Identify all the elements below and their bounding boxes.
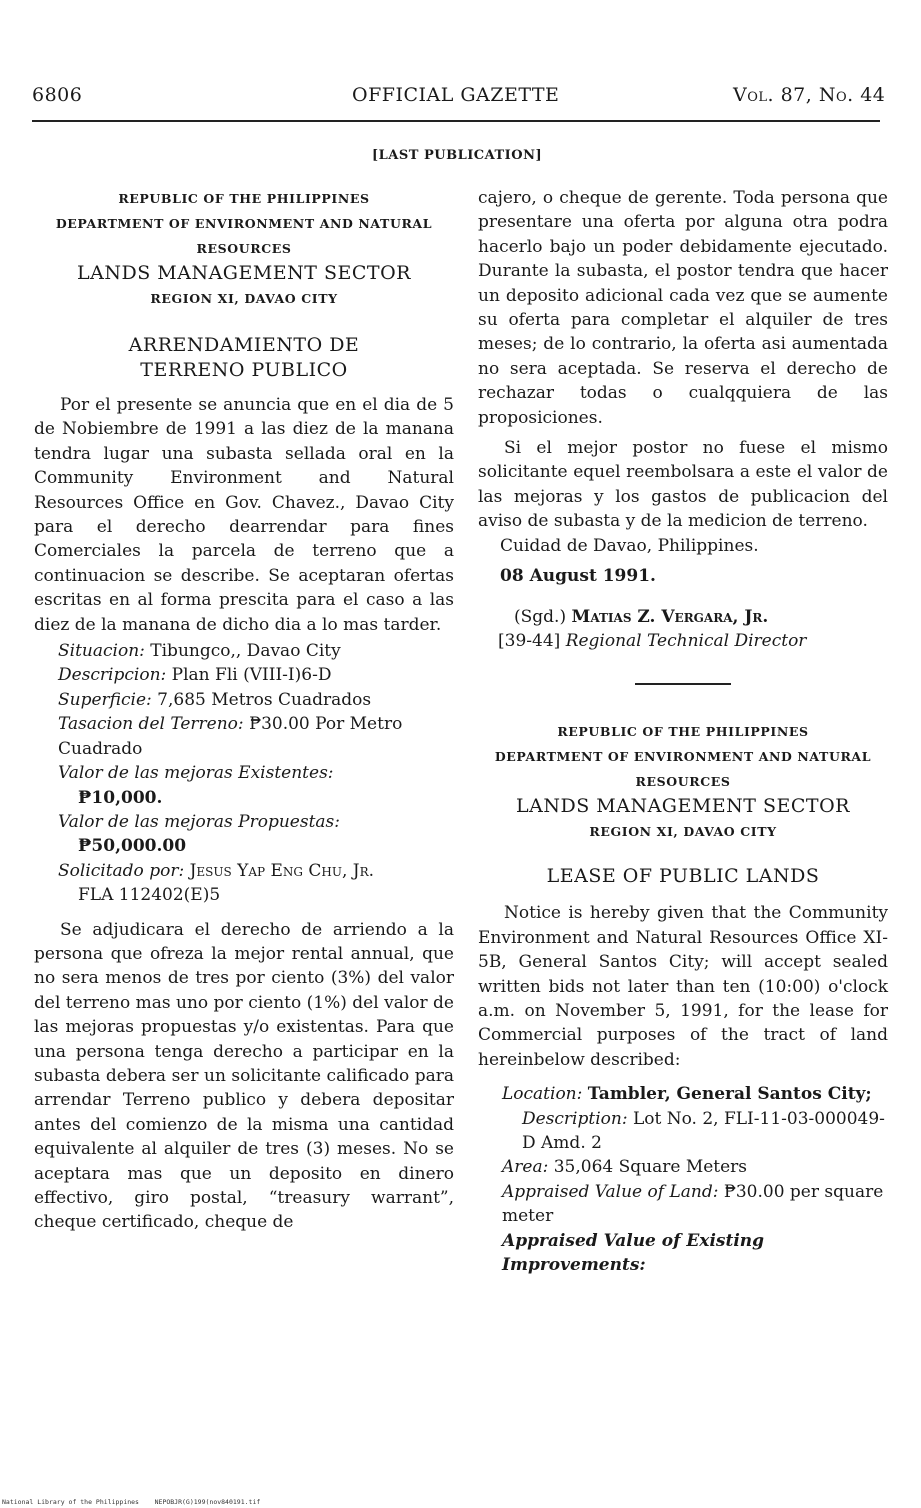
detail-label: Valor de las mejoras Propuestas: [58,811,341,832]
detail-value: 7,685 Metros Cuadrados [157,689,372,710]
detail-appraised-land [478,1180,888,1229]
signatory-name: Matias Z. Vergara, Jr. [571,606,769,627]
notice-date: 08 August 1991. [500,566,656,587]
detail-label: Superficie: [58,689,152,710]
notice-paragraph: Se adjudicara el derecho de arriendo a la persona que ofreza la mejor rental annual, que no sera menos de tres por ciento (3%) del valor del terreno mas uno por ciento (1%) del valor de las mejoras propuestas y/o existentas. Para que una persona tenga derecho a participar en la subasta debera ser un solicitante calificado para arrendar Terreno publico y debera depositar antes del comienzo de la misma una cantidad equivalente al alquiler de tres (3) meses. No se aceptara mas que un deposito en dinero effectivo, giro postal, “treasury warrant”, cheque certificado, cheque de [34,919,454,1233]
notice-paragraph: Notice is hereby given that the Community Environment and Natural Resources Office XI-5B, General Santos City; will accept sealed written bids not later than ten (10:00) o'clock a.m. on November 5, 1991, for the lease for Commercial purposes of the tract of land hereinbelow described: [478,903,888,1070]
detail-label: Descripcion: [58,665,167,686]
detail-value: 35,064 Square Meters [553,1157,748,1178]
scan-footer: National Library of the Philippines NEPOBJR(G)199(nov840191.tif [2,1498,261,1506]
detail-mejoras-existentes [34,761,454,810]
notice-paragraph: Por el presente se anuncia que en el dia de 5 de Nobiembre de 1991 a las diez de la manana tendra lugar una subasta sellada oral en la Community Environment and Natural Resources Office en Gov. Chavez., Davao City para el derecho dearrendar para fines Comerciales la parcela de terreno que a continuacion se describe. Se aceptaran ofertas escritas en al forma prescita para el caso a las diez de la manana de dicho dia a lo mas tarder. [34,395,454,635]
publication-ref: [39-44] [498,630,561,651]
detail-label: Situacion: [58,641,145,662]
detail-area [478,1155,888,1179]
notice-title: LEASE OF PUBLIC LANDS [546,865,820,888]
property-details [34,639,454,907]
sector-heading: LANDS MANAGEMENT SECTOR [77,262,411,284]
republic-heading: REPUBLIC OF THE PHILIPPINES [118,191,370,206]
detail-value: ₱10,000. [78,787,163,808]
notice-separator [635,683,731,685]
detail-label: Area: [502,1157,549,1178]
detail-solicitado [34,859,454,908]
signatory-position: Regional Technical Director [565,630,807,651]
notice-paragraph-continued: cajero, o cheque de gerente. Toda persona que presentare una oferta por alguna otra podra hacerlo bajo un poder debidamente ejecutado. Durante la subasta, el postor tendra que hacer un deposito adicional cada vez que se aumente su oferta para completar el alquiler de tres meses; de lo contrario, la oferta asi aumentada no sera aceptada. Se reserva el derecho de rechazar todas o cualqquiera de las proposiciones. [478,188,888,428]
left-column [34,186,454,1235]
volume-issue: Vol. 87, No. 44 [733,84,886,106]
right-column [478,186,888,1277]
republic-heading: REPUBLIC OF THE PHILIPPINES [557,724,809,740]
detail-mejoras-propuestas [34,810,454,859]
region-heading: REGION XI, DAVAO CITY [150,291,338,306]
department-heading: DEPARTMENT OF ENVIRONMENT AND NATURAL RESOURCES [494,749,872,790]
applicant-name: Jesus Yap Eng Chu, Jr. [189,860,375,881]
detail-value: ₱50,000.00 [78,836,187,857]
detail-situacion [34,639,454,663]
page-number: 6806 [32,84,83,106]
last-publication-label: [LAST PUBLICATION] [372,148,543,163]
notice-title: ARRENDAMIENTO DE TERRENO PUBLICO [128,334,360,381]
detail-label: Solicitado por: [58,860,185,881]
detail-tasacion [34,712,454,761]
publication-title: OFFICIAL GAZETTE [352,84,560,106]
detail-value: Lot No. 2, FLI-11-03-000049-D Amd. 2 [522,1108,885,1153]
detail-superficie [34,688,454,712]
notice-paragraph: Si el mejor postor no fuese el mismo solicitante equel reembolsara a este el valor de las mejoras y los gastos de publicacion del aviso de subasta y de la medicion de terreno. [478,438,888,532]
detail-value: Tambler, General Santos City; [587,1084,872,1105]
detail-appraised-improvements [478,1229,888,1278]
detail-value: ₱30.00 per square meter [502,1181,884,1227]
detail-location [478,1082,888,1106]
detail-label: Appraised Value of Land: [502,1181,719,1202]
signature-line [478,605,888,629]
detail-label: Valor de las mejoras Existentes: [58,763,334,784]
region-heading: REGION XI, DAVAO CITY [589,824,777,840]
detail-descripcion [34,663,454,687]
department-heading: DEPARTMENT OF ENVIRONMENT AND NATURAL RESOURCES [55,216,433,256]
notice-place: Cuidad de Davao, Philippines. [500,535,759,556]
detail-label: Location: [502,1084,583,1105]
detail-value: Plan Fli (VIII-I)6-D [171,665,332,686]
sgd-label: (Sgd.) [514,606,567,627]
detail-label: Appraised Value of Existing Improvements: [502,1230,765,1275]
detail-label: Description: [522,1108,628,1129]
detail-value: ₱30.00 Por Metro Cuadrado [58,714,403,759]
application-number: FLA 112402(E)5 [78,885,221,906]
header-rule [32,120,880,122]
property-details [478,1082,888,1277]
signatory-position-line [478,629,888,653]
detail-label: Tasacion del Terreno: [58,714,244,735]
sector-heading: LANDS MANAGEMENT SECTOR [516,795,850,818]
detail-value: Tibungco,, Davao City [150,641,341,662]
detail-description [478,1107,888,1156]
